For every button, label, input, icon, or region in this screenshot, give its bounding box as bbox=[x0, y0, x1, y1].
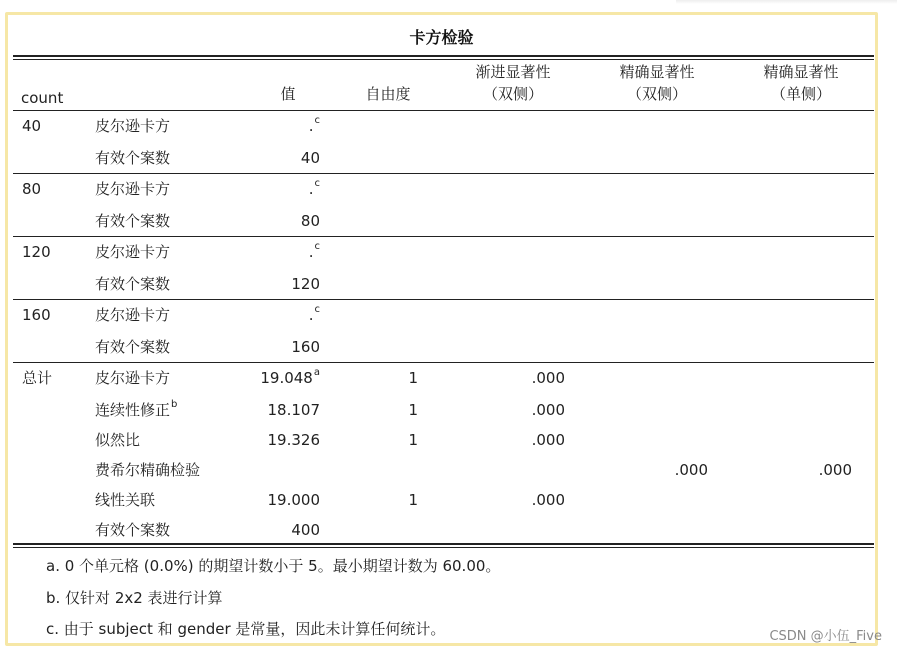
row-value: 19.000 bbox=[267, 491, 320, 509]
row-asymp: .000 bbox=[531, 491, 565, 509]
group-label-80: 80 bbox=[22, 180, 42, 198]
bottom-rule-thin bbox=[13, 547, 874, 548]
header-value: 值 bbox=[280, 85, 296, 103]
group-divider bbox=[13, 299, 874, 300]
row-value: .$^c$ bbox=[308, 304, 320, 324]
row-value: 120 bbox=[291, 275, 320, 293]
row-value: 40 bbox=[300, 149, 320, 167]
row-stat: 有效个案数 bbox=[95, 275, 171, 293]
header-rule bbox=[13, 110, 874, 111]
output-table-frame bbox=[5, 12, 878, 646]
row-stat: 有效个案数 bbox=[95, 149, 171, 167]
row-asymp: .000 bbox=[531, 431, 565, 449]
row-asymp: .000 bbox=[531, 369, 565, 387]
row-value: 19.326 bbox=[267, 431, 320, 449]
row-asymp: .000 bbox=[531, 401, 565, 419]
header-exact-sig-one bbox=[746, 61, 856, 105]
row-stat: 皮尔逊卡方 bbox=[95, 243, 171, 261]
row-stat: 有效个案数 bbox=[95, 521, 171, 539]
footnote-b: b. 仅针对 2x2 表进行计算 bbox=[46, 589, 223, 607]
row-stat: 费希尔精确检验 bbox=[95, 461, 201, 479]
row-value: 80 bbox=[300, 212, 320, 230]
row-stat: 似然比 bbox=[95, 431, 141, 449]
header-asymp-sig bbox=[458, 61, 568, 105]
row-value: 160 bbox=[291, 338, 320, 356]
row-df: 1 bbox=[408, 369, 418, 387]
header-df: 自由度 bbox=[365, 85, 411, 103]
group-divider bbox=[13, 362, 874, 363]
row-value: 19.048$^a$ bbox=[260, 367, 320, 387]
header-exact2-line2: （双侧） bbox=[626, 85, 687, 103]
table-title: 卡方检验 bbox=[409, 28, 474, 47]
row-value: .$^c$ bbox=[308, 178, 320, 198]
row-stat: 皮尔逊卡方 bbox=[95, 117, 171, 135]
row-value: 400 bbox=[291, 521, 320, 539]
row-exact2: .000 bbox=[674, 461, 708, 479]
row-stat: 皮尔逊卡方 bbox=[95, 369, 171, 387]
top-rule bbox=[13, 55, 874, 57]
header-exact1-line1: 精确显著性 bbox=[763, 63, 839, 81]
header-exact2-line1: 精确显著性 bbox=[619, 63, 695, 81]
row-stat: 有效个案数 bbox=[95, 212, 171, 230]
group-label-40: 40 bbox=[22, 117, 42, 135]
group-label-160: 160 bbox=[22, 306, 51, 324]
row-df: 1 bbox=[408, 401, 418, 419]
header-count: count bbox=[21, 89, 64, 107]
group-divider bbox=[13, 236, 874, 237]
row-stat: 皮尔逊卡方 bbox=[95, 306, 171, 324]
row-df: 1 bbox=[408, 491, 418, 509]
header-asymp-line2: （双侧） bbox=[482, 85, 543, 103]
row-stat: 线性关联 bbox=[95, 491, 156, 509]
row-stat: 有效个案数 bbox=[95, 338, 171, 356]
footnote-c: c. 由于 subject 和 gender 是常量，因此未计算任何统计。 bbox=[46, 620, 446, 638]
row-value: .$^c$ bbox=[308, 115, 320, 135]
footnote-a: a. 0 个单元格 (0.0%) 的期望计数小于 5。最小期望计数为 60.00。 bbox=[46, 557, 501, 575]
row-stat: 连续性修正$^b$ bbox=[95, 399, 178, 419]
group-label-total: 总计 bbox=[22, 369, 53, 387]
bottom-rule bbox=[13, 543, 874, 545]
watermark: CSDN @小伍_Five bbox=[769, 629, 882, 644]
group-divider bbox=[13, 173, 874, 174]
row-value: 18.107 bbox=[267, 401, 320, 419]
row-exact1: .000 bbox=[818, 461, 852, 479]
top-rule-thin bbox=[13, 59, 874, 60]
top-shadow bbox=[676, 0, 897, 4]
header-asymp-line1: 渐进显著性 bbox=[475, 63, 551, 81]
group-label-120: 120 bbox=[22, 243, 51, 261]
header-exact1-line2: （单侧） bbox=[770, 85, 831, 103]
row-value: .$^c$ bbox=[308, 241, 320, 261]
row-df: 1 bbox=[408, 431, 418, 449]
row-stat: 皮尔逊卡方 bbox=[95, 180, 171, 198]
header-exact-sig-two bbox=[602, 61, 712, 105]
